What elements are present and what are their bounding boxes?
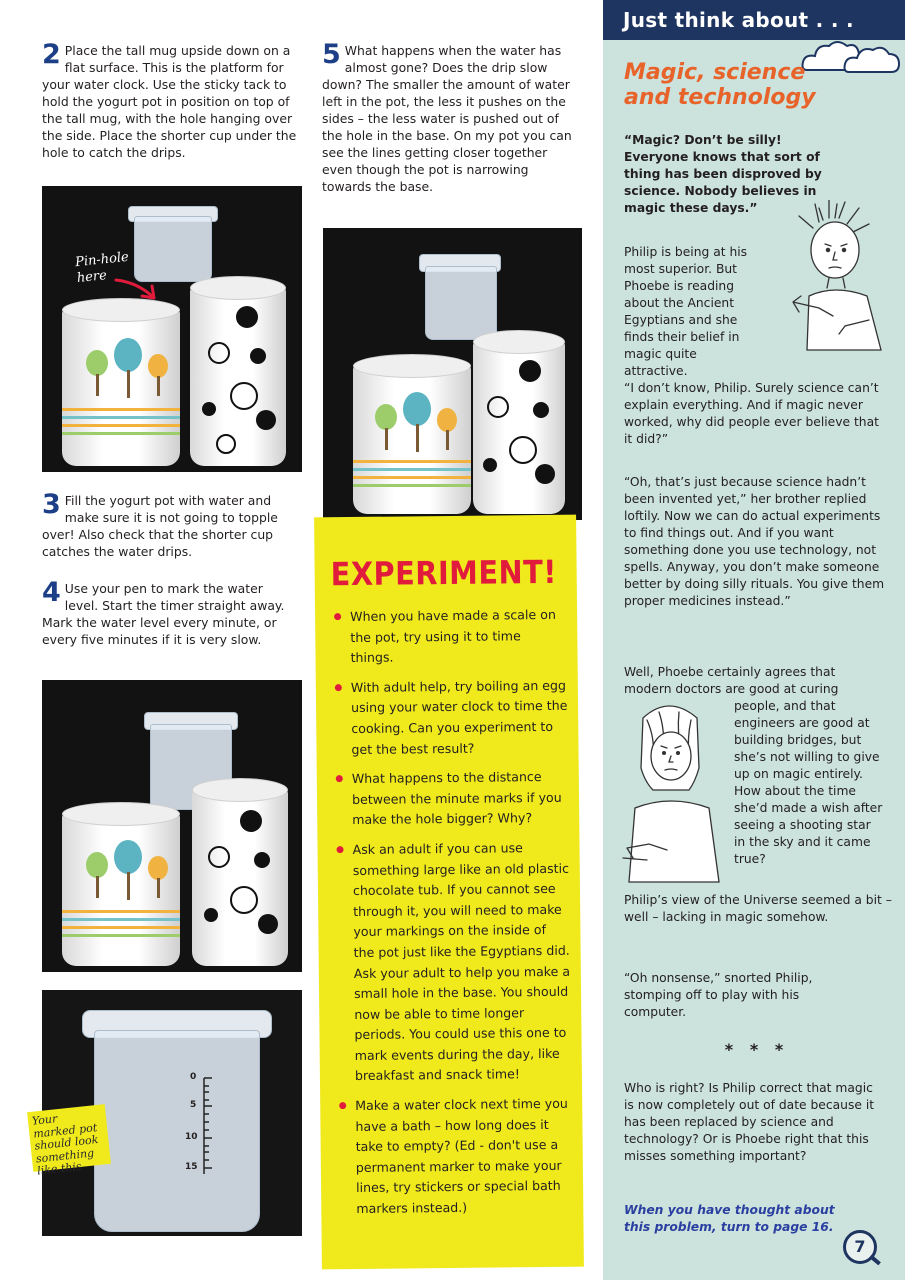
step-2: [42, 39, 300, 161]
step-2-text: Place the tall mug upside down on a flat surface. This is the platform for your water clock. Use the sticky tack to hold the yogurt pot in position on top of the tall mug, with the hole hanging over the side. Place the shorter cup under the hole to catch the drips.: [42, 43, 297, 160]
experiment-list: [331, 605, 573, 1220]
sidebar-p4: “Oh nonsense,” snorted Philip, stomping off to play with his computer.: [624, 971, 813, 1019]
step-3-text: Fill the yogurt pot with water and make sure it is not going to topple over! Also check that the shorter cup catches the water drips.: [42, 493, 278, 559]
photo-dripping: [323, 228, 582, 520]
sidebar-closing: When you have thought about this problem, turn to page 16.: [624, 1203, 835, 1234]
sidebar-title-line-2: and technology: [624, 85, 816, 110]
sidebar-p3-wrapped: people, and that engineers are good at building bridges, but she’s not willing to give up on magic entirely. How about the time she’d made a wish after seeing a shooting star in the sky and it came true?: [734, 699, 883, 866]
sidebar-p1-full: “I don’t know, Philip. Surely science can’t explain everything. And if magic never worked, why did people ever believe that it did?”: [624, 381, 879, 446]
experiment-item: When you have made a scale on the pot, try using it to time things.: [331, 605, 568, 669]
step-3: [42, 489, 300, 560]
phoebe-illustration: [619, 698, 725, 884]
step-2-number: 2: [42, 39, 61, 70]
sidebar-quote: “Magic? Don’t be silly! Everyone knows that sort of thing has been disproved by science. Nobody believes in magic these days.”: [624, 133, 822, 215]
pinhole-arrow: [112, 274, 162, 304]
step-4-number: 4: [42, 577, 61, 608]
sidebar-p1-wrapped: Philip is being at his most superior. But Phoebe is reading about the Ancient Egyptians and she finds their belief in magic quite attractive.: [624, 245, 748, 378]
step-5-number: 5: [322, 39, 341, 70]
photo-marked-setup: [42, 680, 302, 972]
sidebar-header-text: Just think about . . .: [623, 8, 854, 32]
experiment-item: Ask an adult if you can use something large like an old plastic chocolate tub. If you cannot see through it, you will need to make your markings on the inside of the pot just like the Egyptians did. Ask your adult to help you make a small hole in the base. You should now be able to time longer periods. You could use this one to mark events during the day, like breakfast and snack time!: [333, 838, 572, 1088]
sidebar-p2: “Oh, that’s just because science hadn’t been invented yet,” her brother replied loftily. Now we can do actual experiments to find things out. And if you want something done you use technology, not spells. Anyway, you don’t make someone better by doing silly rituals. You give them proper medicines instead.”: [624, 475, 885, 608]
scale-label-15: 15: [185, 1162, 198, 1172]
sticky-note: [27, 1104, 111, 1178]
tall-mug: [190, 286, 286, 466]
experiment-box: [314, 515, 584, 1270]
sidebar-p3-top: Well, Phoebe certainly agrees that modern doctors are good at curing: [624, 665, 839, 696]
sidebar-p3-bottom: Philip’s view of the Universe seemed a bit – well – lacking in magic somehow.: [624, 893, 892, 924]
sidebar-title-line-1: Magic, science: [624, 60, 806, 85]
experiment-item: With adult help, try boiling an egg using your water clock to time the cooking. Can you experiment to get the best result?: [332, 676, 569, 761]
photo-setup: [42, 186, 302, 472]
step-4-text: Use your pen to mark the water level. Start the timer straight away. Mark the water level every minute, or every five minutes if it is very slow.: [42, 581, 285, 647]
pinhole-label: Pin-hole here: [74, 249, 130, 287]
sticky-note-text: Your marked pot should look something like this: [31, 1112, 99, 1178]
experiment-title: EXPERIMENT!: [330, 552, 558, 594]
experiment-item: Make a water clock next time you have a bath – how long does it take to empty? (Ed - don't use a permanent marker to make your lines, try stickers or special bath markers instead.): [336, 1094, 573, 1220]
experiment-item: What happens to the distance between the minute marks if you make the hole bigger? Why?: [333, 767, 570, 831]
sidebar: [603, 0, 905, 1280]
sidebar-p5: Who is right? Is Philip correct that magic is now completely out of date because it has been replaced by science and technology? Or is Phoebe right that this misses something important?: [624, 1081, 875, 1163]
page-number: 7: [854, 1237, 866, 1256]
short-mug: [62, 308, 180, 466]
philip-illustration: [789, 200, 895, 360]
scale-label-5: 5: [190, 1100, 197, 1110]
step-5-text: What happens when the water has almost gone? Does the drip slow down? The smaller the amount of water left in the pot, the less it pushes on the sides – the less water is pushed out of the hole in the base. On my pot you can see the lines getting closer together even though the pot is narrowing towards the base.: [322, 43, 572, 194]
section-break-stars: * * *: [724, 1040, 784, 1059]
step-3-number: 3: [42, 489, 61, 520]
sidebar-title: [624, 60, 894, 110]
step-4: [42, 577, 300, 648]
scale-label-0: 0: [190, 1072, 197, 1082]
step-5: [322, 39, 578, 195]
scale-label-10: 10: [185, 1132, 198, 1142]
